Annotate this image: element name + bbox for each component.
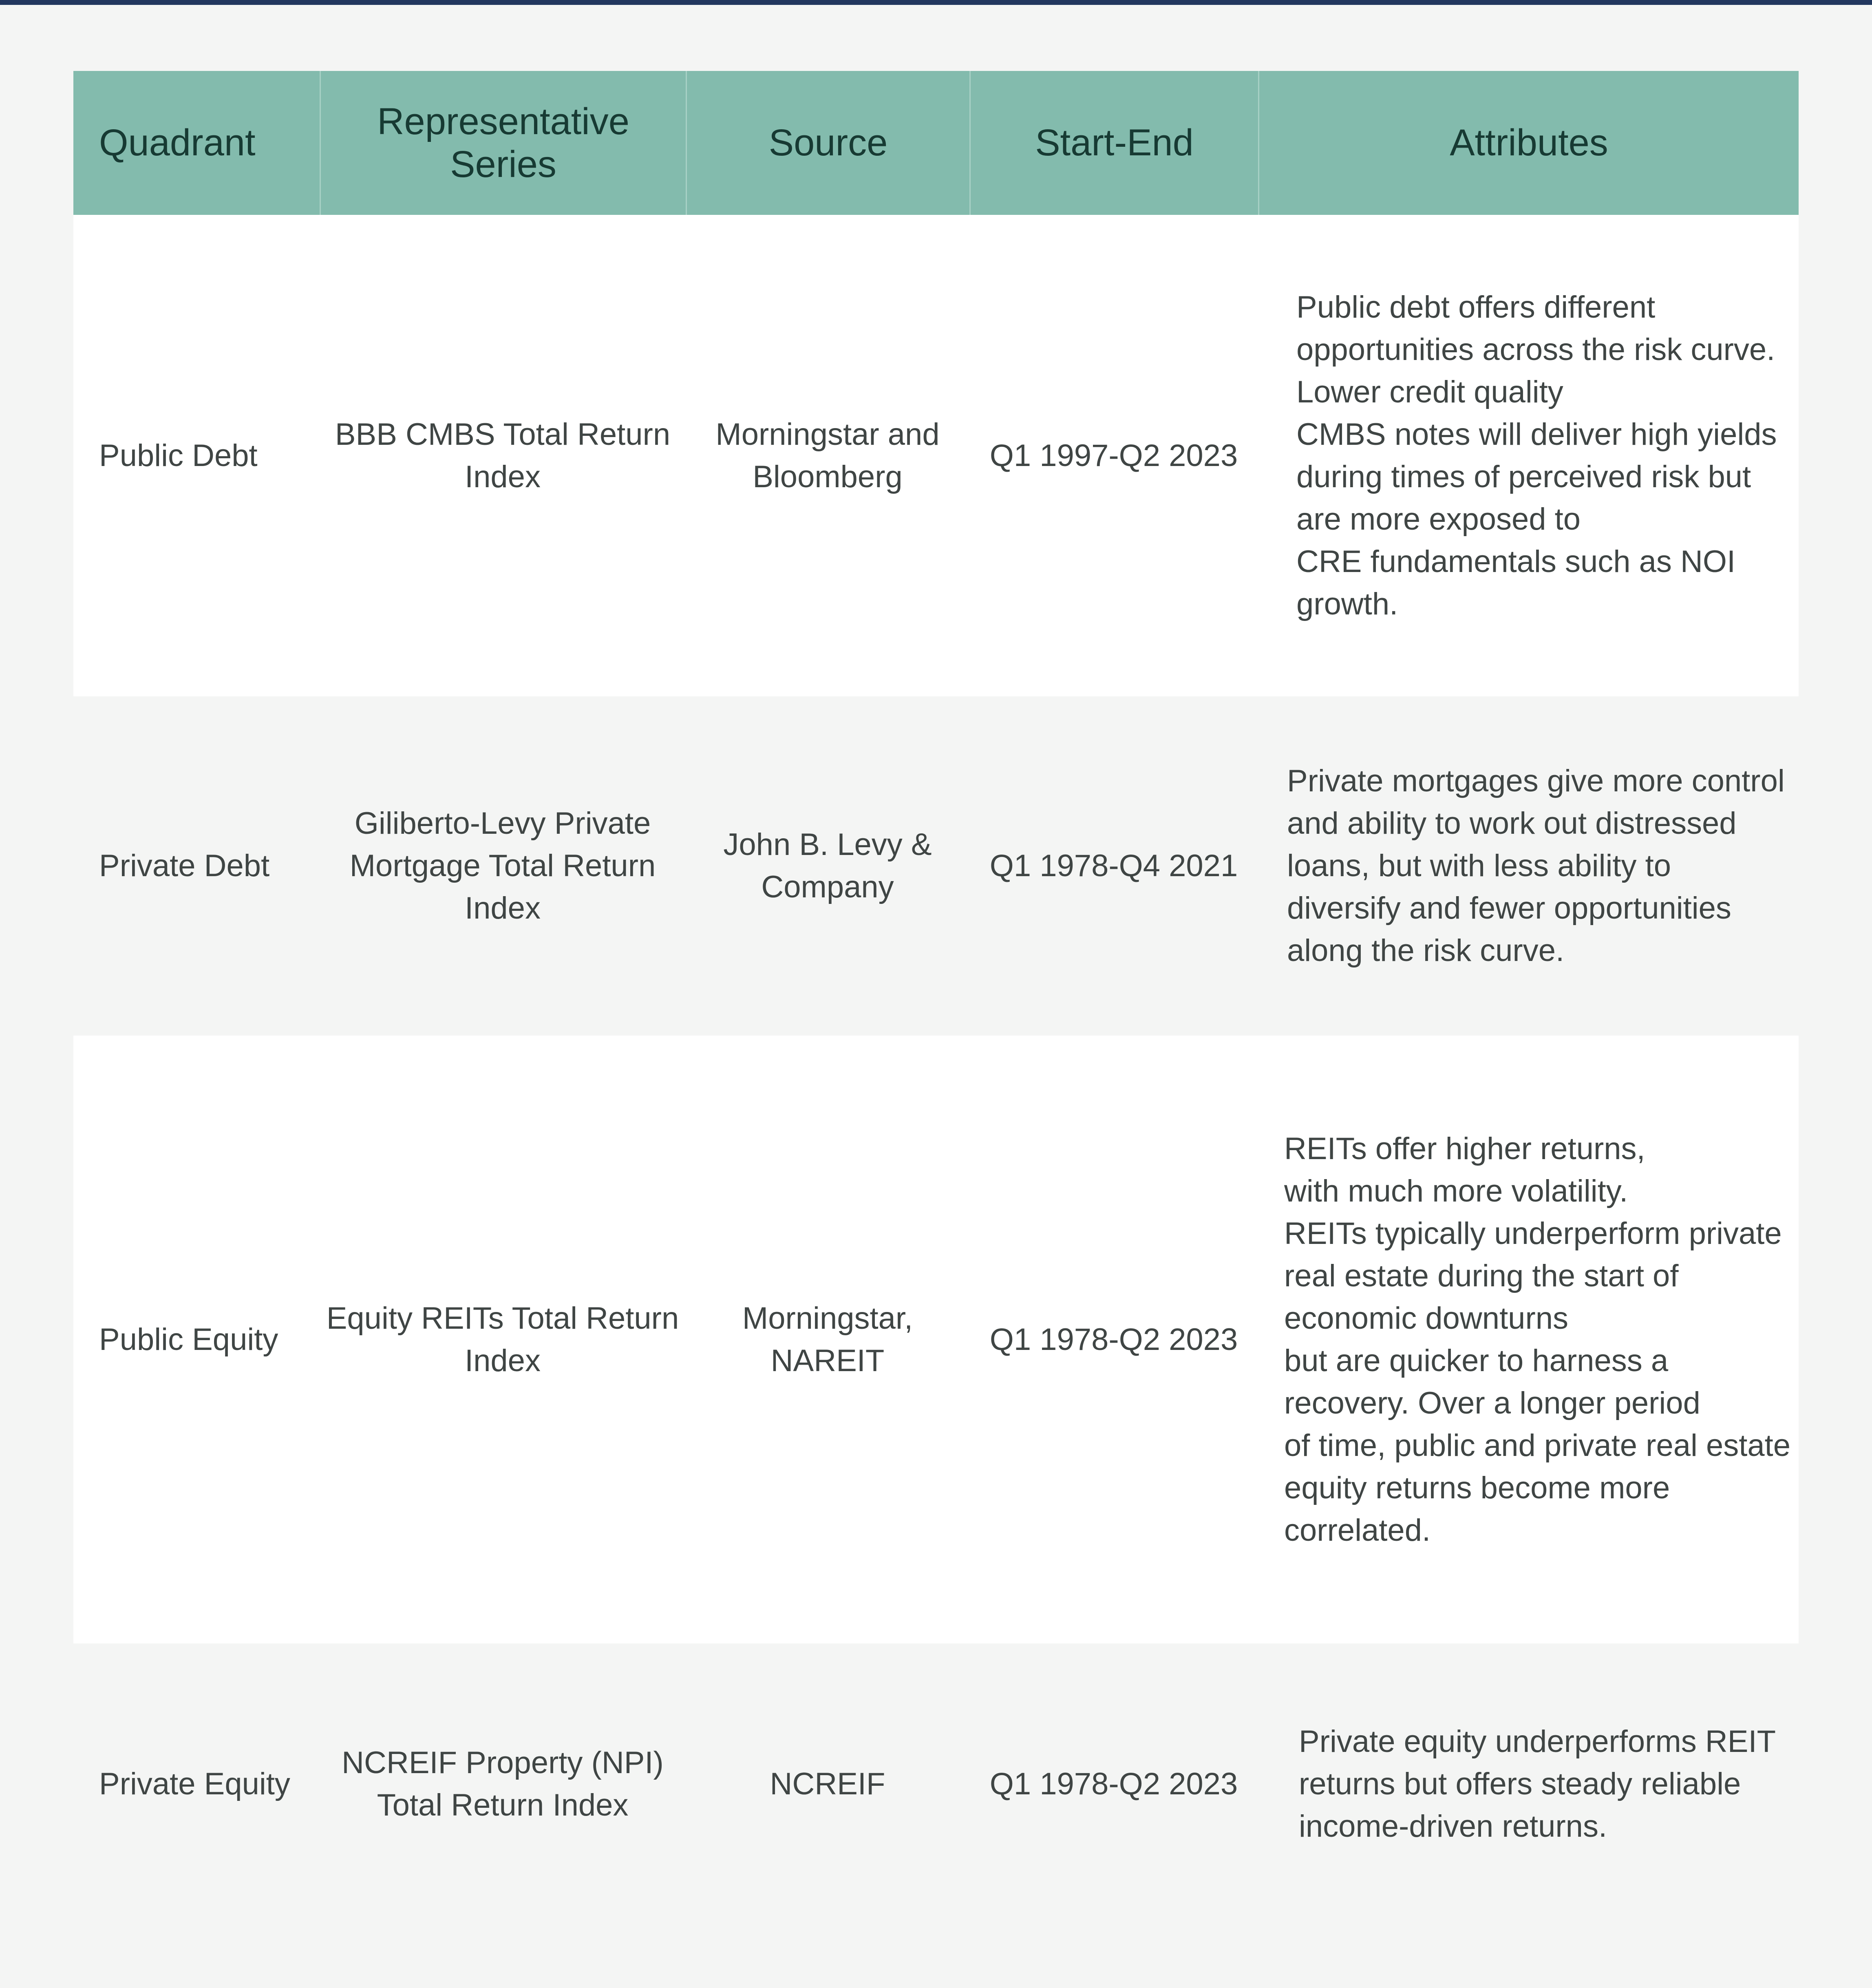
quadrant-cell: Private Equity [99, 1767, 290, 1801]
source-cell: Morningstar, NAREIT [742, 1301, 913, 1378]
period-cell: Q1 1997-Q2 2023 [989, 438, 1238, 473]
source-cell: NCREIF [770, 1767, 885, 1801]
attribute-line: CRE fundamentals such as NOI growth. [1296, 544, 1736, 621]
attributes-cell [1258, 1036, 1799, 1643]
quadrant-cell: Public Debt [99, 438, 258, 473]
series-cell: Equity REITs Total Return Index [326, 1301, 679, 1378]
series-cell: NCREIF Property (NPI) Total Return Index [342, 1745, 664, 1822]
source-cell: Morningstar and Bloomberg [715, 417, 940, 494]
header-representative-series: Representative Series [320, 71, 686, 215]
top-rule [0, 0, 1872, 5]
attribute-line: REITs offer higher returns, [1284, 1131, 1645, 1166]
source-cell: John B. Levy & Company [723, 827, 932, 904]
attribute-line: of time, public and private real estate equity returns become more correlated. [1284, 1428, 1791, 1548]
period-cell: Q1 1978-Q4 2021 [989, 848, 1238, 883]
attributes-cell [1258, 215, 1799, 696]
attributes-cell [1258, 696, 1799, 1036]
series-cell: BBB CMBS Total Return Index [335, 417, 671, 494]
period-cell: Q1 1978-Q2 2023 [989, 1767, 1238, 1801]
table-row [73, 215, 1799, 696]
attribute-line: REITs typically underperform private real estate during the start of economic downturns [1284, 1216, 1782, 1336]
attribute-line: CMBS notes will deliver high yields during times of perceived risk but are more exposed to [1296, 417, 1777, 537]
series-cell: Giliberto-Levy Private Mortgage Total Return Index [349, 806, 656, 926]
table-row [73, 696, 1799, 1036]
header-source: Source [686, 71, 969, 215]
header-attributes: Attributes [1258, 71, 1799, 215]
header-start-end: Start-End [969, 71, 1258, 215]
attribute-line: Private mortgages give more control and ability to work out distressed loans, but with less ability to diversify and fewer opportunities along the risk curve. [1287, 764, 1785, 968]
table-header [73, 71, 1799, 215]
quadrant-cell: Public Equity [99, 1322, 278, 1357]
quadrant-cell: Private Debt [99, 848, 270, 883]
attribute-line: but are quicker to harness a recovery. Over a longer period [1284, 1343, 1700, 1420]
quadrant-table [73, 71, 1799, 1925]
header-quadrant: Quadrant [99, 122, 256, 163]
attribute-line: Private equity underperforms REIT returns but offers steady reliable income-driven returns. [1299, 1724, 1775, 1844]
attributes-cell [1258, 1643, 1799, 1925]
period-cell: Q1 1978-Q2 2023 [989, 1322, 1238, 1357]
attribute-line: with much more volatility. [1284, 1173, 1628, 1208]
table-row [73, 1643, 1799, 1925]
attribute-line: Public debt offers different opportunities across the risk curve. Lower credit quality [1296, 289, 1775, 409]
table-row [73, 1036, 1799, 1643]
